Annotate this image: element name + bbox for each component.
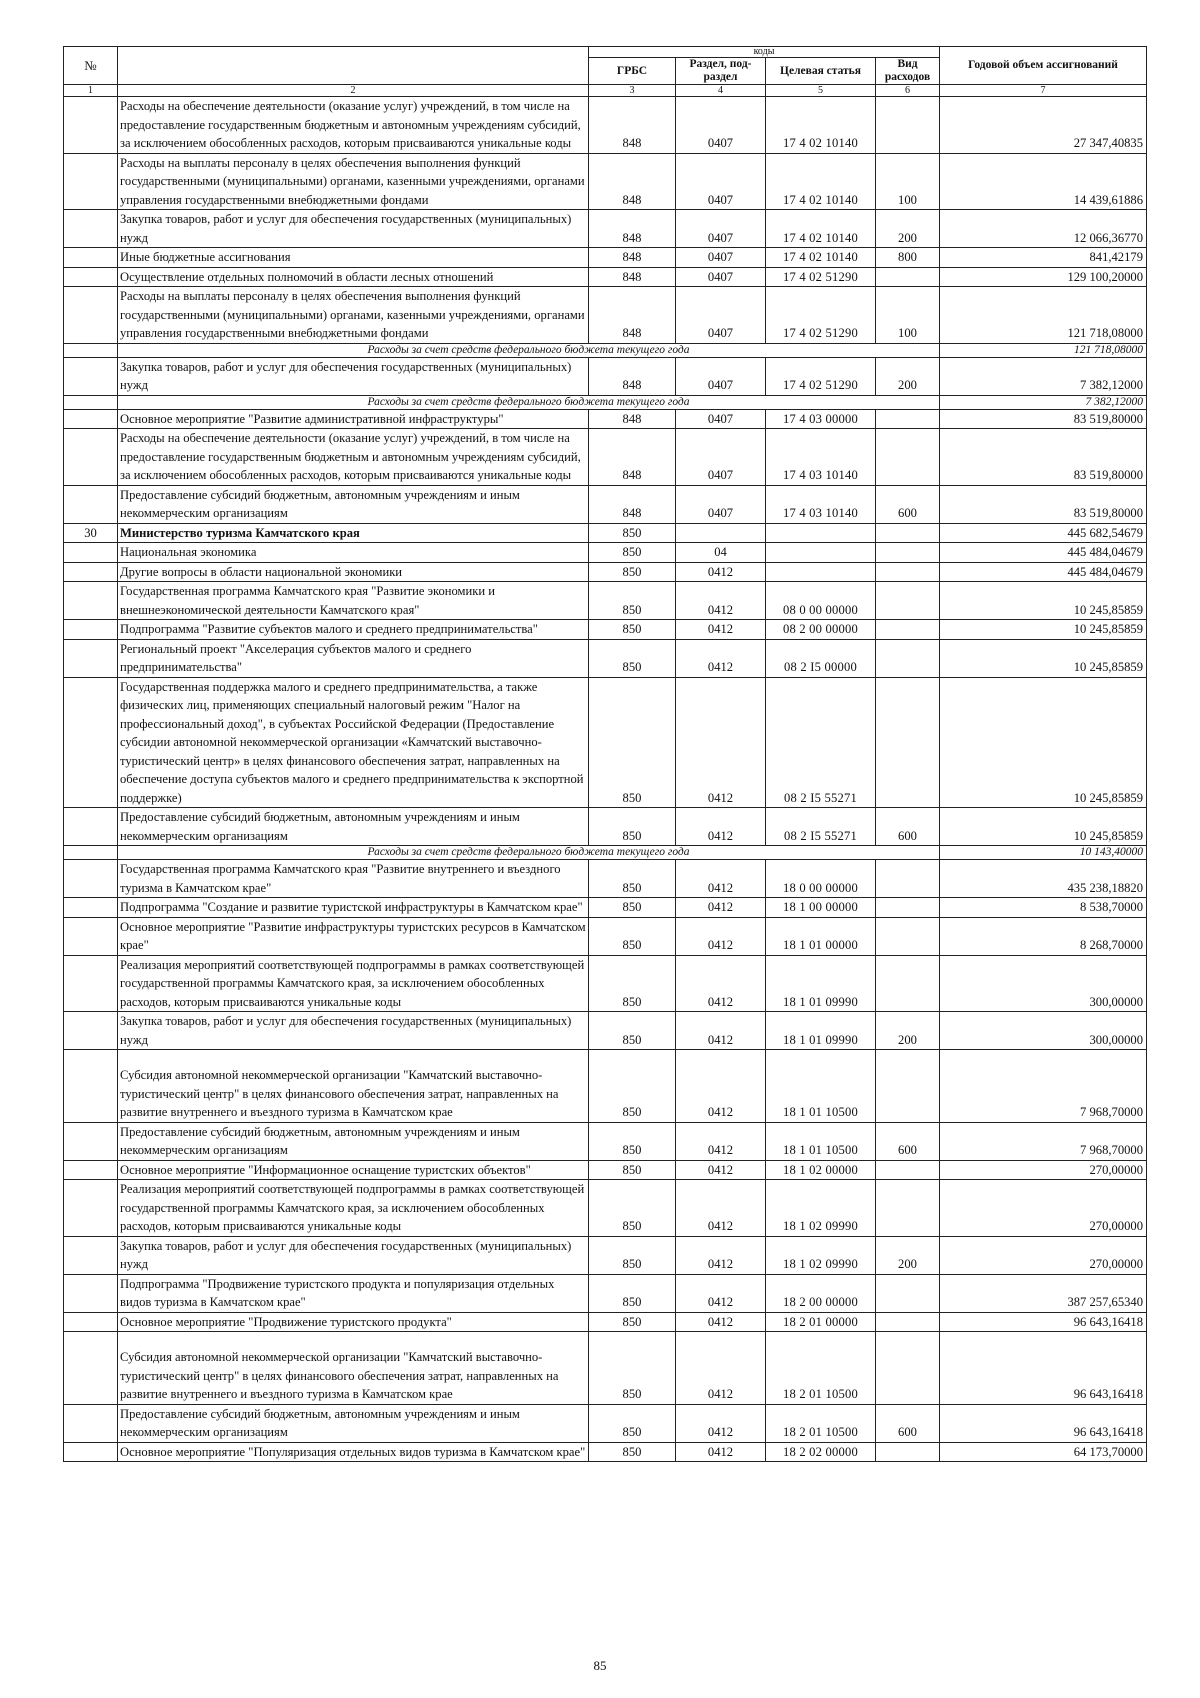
section-cell: 0412 <box>676 955 766 1012</box>
section-cell: 0412 <box>676 620 766 640</box>
target-cell: 17 4 02 10140 <box>766 97 876 154</box>
federal-funds-row <box>64 846 1147 860</box>
table-row <box>64 1332 1147 1405</box>
expense-type-cell: 200 <box>876 210 940 248</box>
target-cell: 08 2 00 00000 <box>766 620 876 640</box>
grbs-cell: 850 <box>589 917 676 955</box>
target-cell: 17 4 02 10140 <box>766 153 876 210</box>
row-number-cell <box>64 1122 118 1160</box>
header-section: Раздел, под-раздел <box>676 58 766 85</box>
table-header <box>64 47 1147 97</box>
expense-type-cell: 600 <box>876 808 940 846</box>
row-number-cell <box>64 287 118 344</box>
table-row <box>64 409 1147 429</box>
row-number-cell <box>64 153 118 210</box>
section-cell: 0407 <box>676 485 766 523</box>
expense-type-cell <box>876 677 940 808</box>
amount-cell: 7 382,12000 <box>940 357 1147 395</box>
row-number-cell <box>64 248 118 268</box>
grbs-cell: 850 <box>589 1442 676 1462</box>
header-grbs: ГРБС <box>589 58 676 85</box>
row-number-cell <box>64 917 118 955</box>
table-row <box>64 1312 1147 1332</box>
row-name: Другие вопросы в области национальной экономики <box>118 562 589 582</box>
grbs-cell: 850 <box>589 1122 676 1160</box>
table-row <box>64 1274 1147 1312</box>
grbs-cell: 848 <box>589 153 676 210</box>
expense-type-cell: 200 <box>876 1236 940 1274</box>
target-cell: 18 1 00 00000 <box>766 898 876 918</box>
amount-cell: 96 643,16418 <box>940 1332 1147 1405</box>
section-cell <box>676 523 766 543</box>
header-expense-type: Вид расходов <box>876 58 940 85</box>
header-name <box>118 47 589 85</box>
expense-type-cell: 100 <box>876 153 940 210</box>
expense-type-cell: 800 <box>876 248 940 268</box>
grbs-cell: 848 <box>589 485 676 523</box>
target-cell: 17 4 02 10140 <box>766 248 876 268</box>
federal-funds-row <box>64 343 1147 357</box>
expense-type-cell <box>876 409 940 429</box>
table-row <box>64 1160 1147 1180</box>
amount-cell: 10 245,85859 <box>940 582 1147 620</box>
row-number-cell <box>64 1236 118 1274</box>
row-number-cell <box>64 860 118 898</box>
federal-funds-amount: 10 143,40000 <box>940 846 1147 860</box>
target-cell: 17 4 03 00000 <box>766 409 876 429</box>
row-number-cell <box>64 1274 118 1312</box>
row-number-cell <box>64 343 118 357</box>
row-name: Закупка товаров, работ и услуг для обеспечения государственных (муниципальных) нужд <box>118 1236 589 1274</box>
header-index-cell: 5 <box>766 85 876 97</box>
expense-type-cell <box>876 1160 940 1180</box>
section-cell: 0412 <box>676 860 766 898</box>
section-cell: 0412 <box>676 1274 766 1312</box>
amount-cell: 12 066,36770 <box>940 210 1147 248</box>
section-cell: 04 <box>676 543 766 563</box>
target-cell: 18 1 02 00000 <box>766 1160 876 1180</box>
header-annual: Годовой объем ассигнований <box>940 47 1147 85</box>
amount-cell: 10 245,85859 <box>940 808 1147 846</box>
federal-funds-label: Расходы за счет средств федерального бюджета текущего года <box>118 343 940 357</box>
row-name: Государственная поддержка малого и среднего предпринимательства, а также физических лиц, применяющих специальный налоговый режим "Налог на профессиональный доход", в субъектах Российской Федерации (Предоставление субсидии автономной некоммерческой организации «Камчатский выставочно-туристический центр» в целях финансового обеспечения затрат, направленных на обеспечение доступа субъектов малого и среднего предпринимательства к экспортной поддержке) <box>118 677 589 808</box>
grbs-cell: 848 <box>589 97 676 154</box>
row-name: Реализация мероприятий соответствующей подпрограммы в рамках соответствующей государственной программы Камчатского края, за исключением обособленных расходов, которым присваиваются уникальные коды <box>118 1180 589 1237</box>
table-row <box>64 248 1147 268</box>
grbs-cell: 850 <box>589 1332 676 1405</box>
amount-cell: 300,00000 <box>940 955 1147 1012</box>
expense-type-cell <box>876 1312 940 1332</box>
row-name: Закупка товаров, работ и услуг для обеспечения государственных (муниципальных) нужд <box>118 210 589 248</box>
target-cell: 18 1 02 09990 <box>766 1180 876 1237</box>
header-index-cell: 6 <box>876 85 940 97</box>
table-row <box>64 267 1147 287</box>
row-number-cell <box>64 955 118 1012</box>
table-row <box>64 562 1147 582</box>
grbs-cell: 850 <box>589 1404 676 1442</box>
section-cell: 0407 <box>676 409 766 429</box>
section-cell: 0412 <box>676 582 766 620</box>
section-cell: 0412 <box>676 1332 766 1405</box>
row-name: Основное мероприятие "Развитие инфраструктуры туристских ресурсов в Камчатском крае" <box>118 917 589 955</box>
expense-type-cell <box>876 267 940 287</box>
section-cell: 0412 <box>676 1050 766 1123</box>
amount-cell: 83 519,80000 <box>940 409 1147 429</box>
target-cell <box>766 523 876 543</box>
grbs-cell: 850 <box>589 860 676 898</box>
section-cell: 0412 <box>676 1236 766 1274</box>
amount-cell: 96 643,16418 <box>940 1312 1147 1332</box>
header-target: Целевая статья <box>766 58 876 85</box>
row-number-cell <box>64 1312 118 1332</box>
grbs-cell: 850 <box>589 1012 676 1050</box>
row-name: Предоставление субсидий бюджетным, автономным учреждениям и иным некоммерческим организациям <box>118 1404 589 1442</box>
target-cell: 18 1 01 00000 <box>766 917 876 955</box>
row-number-cell <box>64 1442 118 1462</box>
grbs-cell: 850 <box>589 898 676 918</box>
table-row <box>64 429 1147 486</box>
grbs-cell: 850 <box>589 808 676 846</box>
row-number-cell <box>64 1160 118 1180</box>
expense-type-cell <box>876 429 940 486</box>
section-cell: 0412 <box>676 639 766 677</box>
grbs-cell: 850 <box>589 639 676 677</box>
grbs-cell: 850 <box>589 1050 676 1123</box>
section-cell: 0412 <box>676 1442 766 1462</box>
section-cell: 0412 <box>676 1404 766 1442</box>
row-name: Государственная программа Камчатского края "Развитие экономики и внешнеэкономической деятельности Камчатского края" <box>118 582 589 620</box>
target-cell: 18 1 01 09990 <box>766 1012 876 1050</box>
row-number-cell <box>64 1332 118 1405</box>
row-number-cell <box>64 1050 118 1123</box>
expense-type-cell: 200 <box>876 1012 940 1050</box>
target-cell: 18 2 01 00000 <box>766 1312 876 1332</box>
table-row <box>64 543 1147 563</box>
expense-type-cell: 200 <box>876 357 940 395</box>
expense-type-cell <box>876 955 940 1012</box>
amount-cell: 83 519,80000 <box>940 485 1147 523</box>
table-row <box>64 1012 1147 1050</box>
section-cell: 0412 <box>676 1122 766 1160</box>
amount-cell: 96 643,16418 <box>940 1404 1147 1442</box>
table-row <box>64 860 1147 898</box>
grbs-cell: 850 <box>589 1160 676 1180</box>
grbs-cell: 850 <box>589 1274 676 1312</box>
row-name: Основное мероприятие "Продвижение туристского продукта" <box>118 1312 589 1332</box>
table-row <box>64 1180 1147 1237</box>
row-number-cell <box>64 429 118 486</box>
target-cell: 18 2 02 00000 <box>766 1442 876 1462</box>
amount-cell: 14 439,61886 <box>940 153 1147 210</box>
row-number-cell <box>64 562 118 582</box>
amount-cell: 445 682,54679 <box>940 523 1147 543</box>
section-cell: 0407 <box>676 153 766 210</box>
grbs-cell: 850 <box>589 543 676 563</box>
expense-type-cell: 100 <box>876 287 940 344</box>
expense-type-cell <box>876 898 940 918</box>
table-row <box>64 1122 1147 1160</box>
row-number-cell <box>64 485 118 523</box>
budget-table-sheet <box>63 46 1146 1462</box>
row-name: Государственная программа Камчатского края "Развитие внутреннего и въездного туризма в Камчатском крае" <box>118 860 589 898</box>
amount-cell: 841,42179 <box>940 248 1147 268</box>
row-name: Предоставление субсидий бюджетным, автономным учреждениям и иным некоммерческим организациям <box>118 808 589 846</box>
row-name: Национальная экономика <box>118 543 589 563</box>
section-cell: 0412 <box>676 562 766 582</box>
grbs-cell: 850 <box>589 1236 676 1274</box>
section-cell: 0407 <box>676 248 766 268</box>
target-cell: 18 1 02 09990 <box>766 1236 876 1274</box>
section-cell: 0412 <box>676 1160 766 1180</box>
row-number-cell <box>64 620 118 640</box>
target-cell: 08 0 00 00000 <box>766 582 876 620</box>
amount-cell: 300,00000 <box>940 1012 1147 1050</box>
row-number-cell <box>64 395 118 409</box>
row-name: Расходы на выплаты персоналу в целях обеспечения выполнения функций государственными (муниципальными) органами, казенными учреждениями, органами управления государственными внебюджетными фондами <box>118 153 589 210</box>
header-index-cell: 2 <box>118 85 589 97</box>
federal-funds-amount: 121 718,08000 <box>940 343 1147 357</box>
grbs-cell: 848 <box>589 210 676 248</box>
expense-type-cell <box>876 620 940 640</box>
amount-cell: 129 100,20000 <box>940 267 1147 287</box>
row-name: Субсидия автономной некоммерческой организации "Камчатский выставочно-туристический центр" в целях финансового обеспечения затрат, направленных на развитие внутреннего и въездного туризма в Камчатском крае <box>118 1050 589 1123</box>
target-cell: 18 2 01 10500 <box>766 1404 876 1442</box>
amount-cell: 7 968,70000 <box>940 1122 1147 1160</box>
amount-cell: 10 245,85859 <box>940 677 1147 808</box>
table-row <box>64 287 1147 344</box>
expense-type-cell <box>876 523 940 543</box>
row-number-cell <box>64 582 118 620</box>
federal-funds-label: Расходы за счет средств федерального бюджета текущего года <box>118 395 940 409</box>
expense-type-cell: 600 <box>876 1404 940 1442</box>
expense-type-cell <box>876 1180 940 1237</box>
amount-cell: 10 245,85859 <box>940 620 1147 640</box>
target-cell: 17 4 03 10140 <box>766 429 876 486</box>
target-cell: 18 2 00 00000 <box>766 1274 876 1312</box>
target-cell: 17 4 02 51290 <box>766 267 876 287</box>
row-number-cell <box>64 543 118 563</box>
header-index-cell: 3 <box>589 85 676 97</box>
row-name: Осуществление отдельных полномочий в области лесных отношений <box>118 267 589 287</box>
section-cell: 0407 <box>676 287 766 344</box>
expense-type-cell <box>876 1332 940 1405</box>
table-body <box>64 97 1147 1462</box>
row-number-cell: 30 <box>64 523 118 543</box>
header-index-cell: 7 <box>940 85 1147 97</box>
table-row <box>64 955 1147 1012</box>
section-cell: 0412 <box>676 1312 766 1332</box>
table-row <box>64 97 1147 154</box>
table-row <box>64 210 1147 248</box>
section-cell: 0407 <box>676 97 766 154</box>
header-codes: коды <box>589 47 940 58</box>
grbs-cell: 850 <box>589 955 676 1012</box>
amount-cell: 8 538,70000 <box>940 898 1147 918</box>
row-name: Министерство туризма Камчатского края <box>118 523 589 543</box>
table-row <box>64 917 1147 955</box>
grbs-cell: 850 <box>589 677 676 808</box>
expense-type-cell <box>876 97 940 154</box>
row-number-cell <box>64 357 118 395</box>
amount-cell: 387 257,65340 <box>940 1274 1147 1312</box>
budget-table <box>63 46 1147 1462</box>
expense-type-cell <box>876 562 940 582</box>
row-name: Закупка товаров, работ и услуг для обеспечения государственных (муниципальных) нужд <box>118 357 589 395</box>
row-name: Субсидия автономной некоммерческой организации "Камчатский выставочно-туристический центр" в целях финансового обеспечения затрат, направленных на развитие внутреннего и въездного туризма в Камчатском крае <box>118 1332 589 1405</box>
row-number-cell <box>64 267 118 287</box>
row-number-cell <box>64 210 118 248</box>
row-number-cell <box>64 639 118 677</box>
amount-cell: 27 347,40835 <box>940 97 1147 154</box>
federal-funds-row <box>64 395 1147 409</box>
row-number-cell <box>64 1180 118 1237</box>
table-row <box>64 523 1147 543</box>
amount-cell: 10 245,85859 <box>940 639 1147 677</box>
row-name: Основное мероприятие "Развитие административной инфраструктуры" <box>118 409 589 429</box>
section-cell: 0412 <box>676 677 766 808</box>
row-name: Иные бюджетные ассигнования <box>118 248 589 268</box>
target-cell: 17 4 02 51290 <box>766 287 876 344</box>
grbs-cell: 848 <box>589 429 676 486</box>
page-number: 85 <box>593 1658 607 1673</box>
row-name: Предоставление субсидий бюджетным, автономным учреждениям и иным некоммерческим организациям <box>118 1122 589 1160</box>
section-cell: 0407 <box>676 267 766 287</box>
row-name: Подпрограмма "Создание и развитие туристской инфраструктуры в Камчатском крае" <box>118 898 589 918</box>
grbs-cell: 850 <box>589 562 676 582</box>
grbs-cell: 850 <box>589 1180 676 1237</box>
target-cell: 18 2 01 10500 <box>766 1332 876 1405</box>
expense-type-cell <box>876 917 940 955</box>
target-cell <box>766 562 876 582</box>
table-row <box>64 485 1147 523</box>
section-cell: 0412 <box>676 917 766 955</box>
header-index-cell: 1 <box>64 85 118 97</box>
table-row <box>64 357 1147 395</box>
row-number-cell <box>64 898 118 918</box>
table-row <box>64 582 1147 620</box>
amount-cell: 8 268,70000 <box>940 917 1147 955</box>
row-number-cell <box>64 677 118 808</box>
target-cell: 08 2 I5 55271 <box>766 677 876 808</box>
grbs-cell: 850 <box>589 1312 676 1332</box>
section-cell: 0407 <box>676 357 766 395</box>
row-name: Подпрограмма "Развитие субъектов малого и среднего предпринимательства" <box>118 620 589 640</box>
header-index-row <box>64 85 1147 97</box>
grbs-cell: 848 <box>589 287 676 344</box>
grbs-cell: 848 <box>589 267 676 287</box>
row-number-cell <box>64 1404 118 1442</box>
table-row <box>64 639 1147 677</box>
table-row <box>64 898 1147 918</box>
row-name: Региональный проект "Акселерация субъектов малого и среднего предпринимательства" <box>118 639 589 677</box>
federal-funds-amount: 7 382,12000 <box>940 395 1147 409</box>
grbs-cell: 848 <box>589 357 676 395</box>
header-index-cell: 4 <box>676 85 766 97</box>
target-cell: 17 4 02 51290 <box>766 357 876 395</box>
amount-cell: 435 238,18820 <box>940 860 1147 898</box>
expense-type-cell: 600 <box>876 1122 940 1160</box>
expense-type-cell: 600 <box>876 485 940 523</box>
row-name: Подпрограмма "Продвижение туристского продукта и популяризация отдельных видов туризма в Камчатском крае" <box>118 1274 589 1312</box>
row-name: Расходы на обеспечение деятельности (оказание услуг) учреждений, в том числе на предоставление государственным бюджетным и автономным учреждениям субсидий, за исключением обособленных расходов, которым присваиваются уникальные коды <box>118 97 589 154</box>
target-cell: 17 4 03 10140 <box>766 485 876 523</box>
row-name: Реализация мероприятий соответствующей подпрограммы в рамках соответствующей государственной программы Камчатского края, за исключением обособленных расходов, которым присваиваются уникальные коды <box>118 955 589 1012</box>
amount-cell: 270,00000 <box>940 1180 1147 1237</box>
target-cell: 18 1 01 10500 <box>766 1122 876 1160</box>
expense-type-cell <box>876 543 940 563</box>
amount-cell: 83 519,80000 <box>940 429 1147 486</box>
section-cell: 0407 <box>676 429 766 486</box>
federal-funds-label: Расходы за счет средств федерального бюджета текущего года <box>118 846 940 860</box>
row-name: Расходы на обеспечение деятельности (оказание услуг) учреждений, в том числе на предоставление государственным бюджетным и автономным учреждениям субсидий, за исключением обособленных расходов, которым присваиваются уникальные коды <box>118 429 589 486</box>
amount-cell: 270,00000 <box>940 1160 1147 1180</box>
target-cell: 17 4 02 10140 <box>766 210 876 248</box>
expense-type-cell <box>876 582 940 620</box>
row-number-cell <box>64 808 118 846</box>
row-name: Предоставление субсидий бюджетным, автономным учреждениям и иным некоммерческим организациям <box>118 485 589 523</box>
grbs-cell: 850 <box>589 582 676 620</box>
row-number-cell <box>64 97 118 154</box>
table-row <box>64 1236 1147 1274</box>
target-cell: 18 0 00 00000 <box>766 860 876 898</box>
row-name: Расходы на выплаты персоналу в целях обеспечения выполнения функций государственными (муниципальными) органами, казенными учреждениями, органами управления государственными внебюджетными фондами <box>118 287 589 344</box>
amount-cell: 445 484,04679 <box>940 562 1147 582</box>
target-cell: 08 2 I5 00000 <box>766 639 876 677</box>
header-num: № <box>64 47 118 85</box>
section-cell: 0412 <box>676 898 766 918</box>
target-cell: 18 1 01 10500 <box>766 1050 876 1123</box>
section-cell: 0412 <box>676 1180 766 1237</box>
table-row <box>64 677 1147 808</box>
row-number-cell <box>64 846 118 860</box>
grbs-cell: 848 <box>589 409 676 429</box>
table-row <box>64 620 1147 640</box>
table-row <box>64 1050 1147 1123</box>
row-name: Закупка товаров, работ и услуг для обеспечения государственных (муниципальных) нужд <box>118 1012 589 1050</box>
target-cell: 08 2 I5 55271 <box>766 808 876 846</box>
grbs-cell: 850 <box>589 620 676 640</box>
row-name: Основное мероприятие "Популяризация отдельных видов туризма в Камчатском крае" <box>118 1442 589 1462</box>
amount-cell: 445 484,04679 <box>940 543 1147 563</box>
amount-cell: 121 718,08000 <box>940 287 1147 344</box>
expense-type-cell <box>876 1050 940 1123</box>
grbs-cell: 848 <box>589 248 676 268</box>
amount-cell: 7 968,70000 <box>940 1050 1147 1123</box>
expense-type-cell <box>876 639 940 677</box>
row-number-cell <box>64 1012 118 1050</box>
table-row <box>64 153 1147 210</box>
expense-type-cell <box>876 1442 940 1462</box>
row-name: Основное мероприятие "Информационное оснащение туристских объектов" <box>118 1160 589 1180</box>
section-cell: 0407 <box>676 210 766 248</box>
table-row <box>64 808 1147 846</box>
section-cell: 0412 <box>676 808 766 846</box>
row-number-cell <box>64 409 118 429</box>
target-cell: 18 1 01 09990 <box>766 955 876 1012</box>
expense-type-cell <box>876 860 940 898</box>
table-row <box>64 1442 1147 1462</box>
section-cell: 0412 <box>676 1012 766 1050</box>
expense-type-cell <box>876 1274 940 1312</box>
amount-cell: 64 173,70000 <box>940 1442 1147 1462</box>
table-row <box>64 1404 1147 1442</box>
target-cell <box>766 543 876 563</box>
amount-cell: 270,00000 <box>940 1236 1147 1274</box>
grbs-cell: 850 <box>589 523 676 543</box>
